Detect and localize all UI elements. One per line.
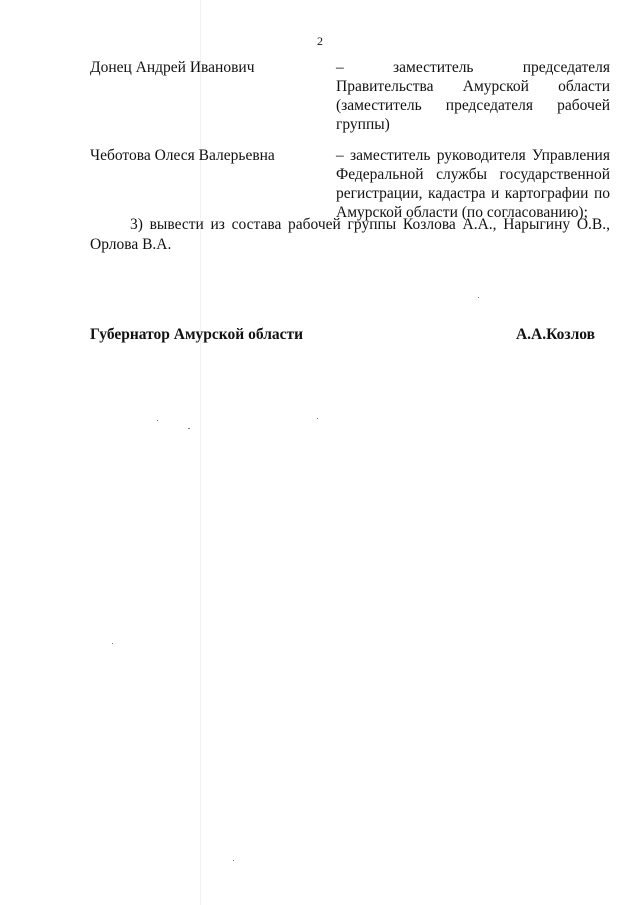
member-position-line: регистрации, кадастра и картографии по (336, 185, 610, 202)
scan-speck (112, 643, 113, 644)
member-position (336, 58, 610, 134)
signatory-name: А.А.Козлов (515, 326, 595, 343)
member-position-line: Амурской области (по согласованию); (336, 204, 588, 221)
scan-speck (317, 418, 318, 419)
member-position-line: – заместитель руководителя Управления (336, 147, 610, 164)
page-number: 2 (317, 34, 323, 48)
member-position-line: – заместитель председателя (336, 59, 610, 76)
member-position (336, 146, 610, 222)
scan-speck (188, 428, 190, 429)
scan-speck (157, 420, 158, 421)
paragraph-line: 3) вывести из состава рабочей группы Козлова А.А., Нарыгину О.В., (130, 216, 610, 233)
member-position-line: группы) (336, 116, 390, 133)
removal-paragraph (90, 215, 610, 255)
scan-artifact-line (200, 0, 201, 905)
member-name: Чеботова Олеся Валерьевна (90, 147, 275, 164)
member-position-line: (заместитель председателя рабочей (336, 97, 610, 114)
member-name: Донец Андрей Иванович (90, 59, 255, 76)
paragraph-line: Орлова В.А. (90, 236, 172, 253)
scan-speck (233, 860, 234, 861)
member-position-line: Правительства Амурской области (336, 78, 610, 95)
member-position-line: Федеральной службы государственной (336, 166, 610, 183)
signatory-title: Губернатор Амурской области (90, 326, 304, 343)
scan-speck (478, 297, 479, 298)
